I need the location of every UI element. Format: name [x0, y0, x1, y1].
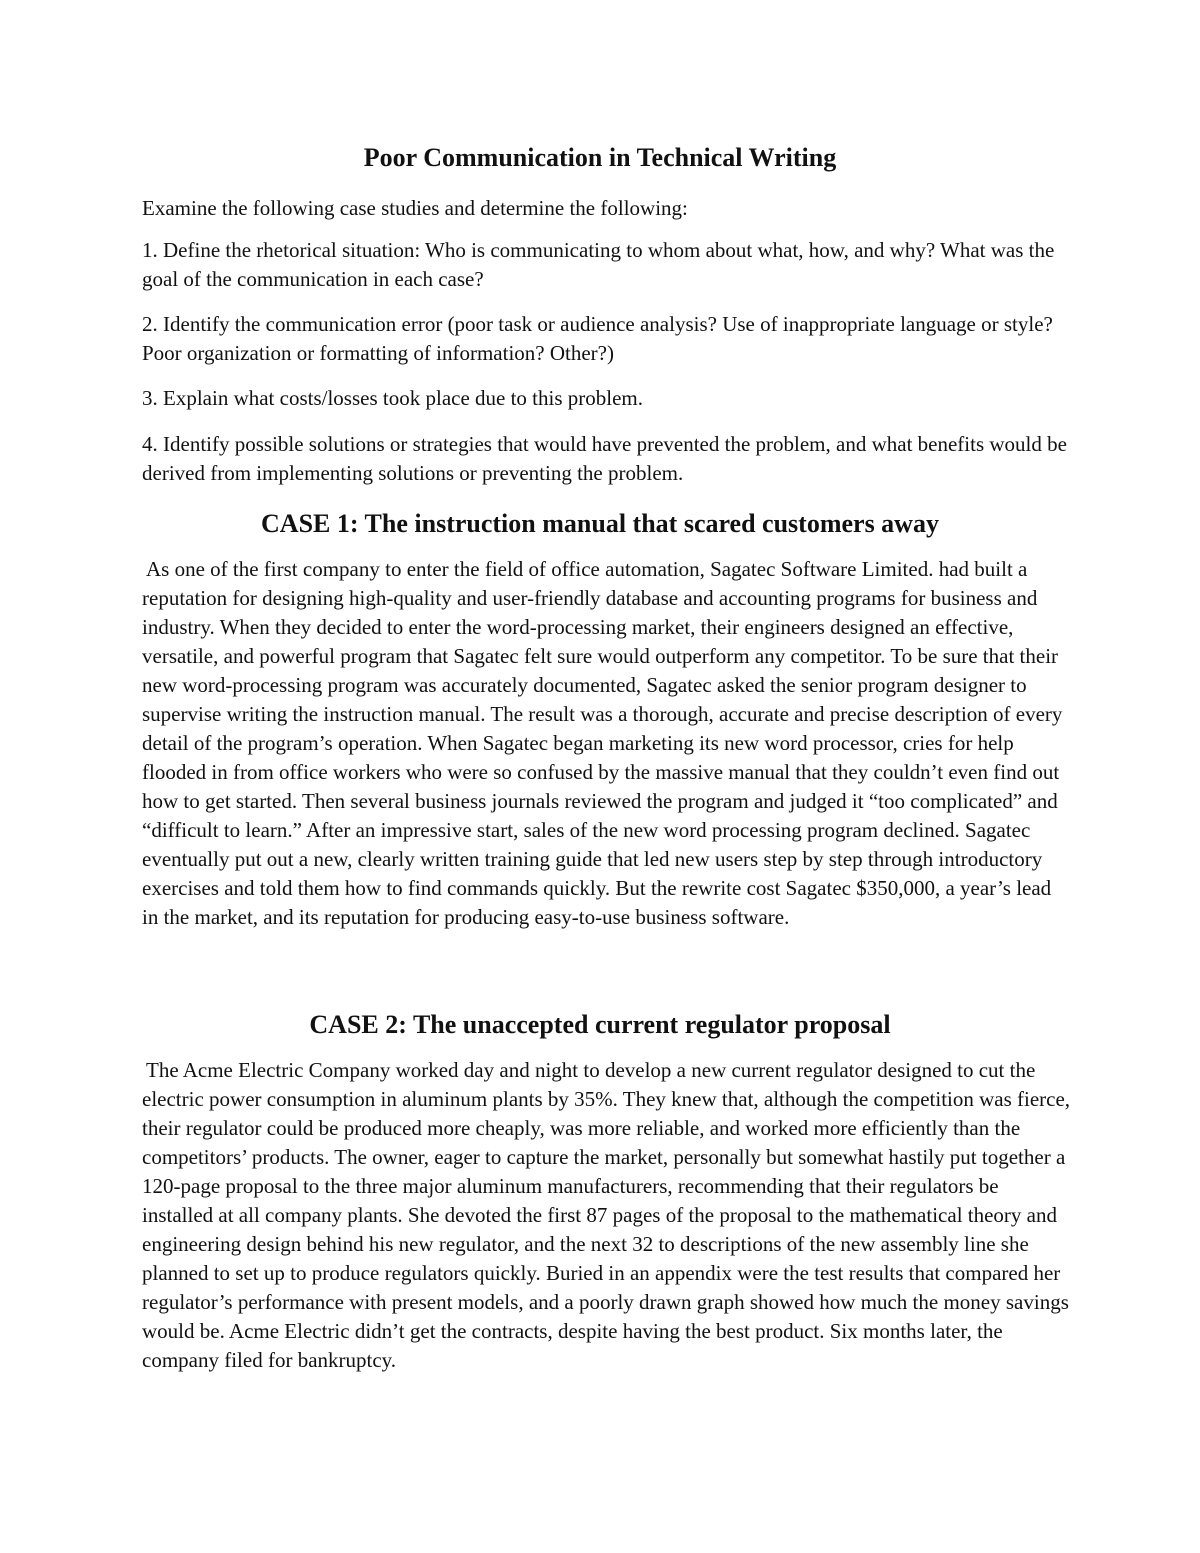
question-2: 2. Identify the communication error (poor task or audience analysis? Use of inappropriate language or style? Poor organization or formatting of information? Other?) [142, 312, 1053, 365]
intro-paragraph: Examine the following case studies and determine the following: [142, 196, 688, 220]
case-1-heading: CASE 1: The instruction manual that scared customers away [261, 509, 939, 538]
case-1-body: As one of the first company to enter the field of office automation, Sagatec Software Limited. had built a reputation for designing high-quality and user-friendly database and accounting programs for business and industry. When they decided to enter the word-processing market, their engineers designed an effective, versatile, and powerful program that Sagatec felt sure would outperform any competitor. To be sure that their new word-processing program was accurately documented, Sagatec asked the senior program designer to supervise writing the instruction manual. The result was a thorough, accurate and precise description of every detail of the program’s operation. When Sagatec began marketing its new word processor, cries for help flooded in from office workers who were so confused by the massive manual that they couldn’t even find out how to get started. Then several business journals reviewed the program and judged it “too complicated” and “difficult to learn.” After an impressive start, sales of the new word processing program declined. Sagatec eventually put out a new, clearly written training guide that led new users step by step through introductory exercises and told them how to find commands quickly. But the rewrite cost Sagatec $350,000, a year’s lead in the market, and its reputation for producing easy-to-use business software. [142, 557, 1063, 929]
case-2-body: The Acme Electric Company worked day and night to develop a new current regulator designed to cut the electric power consumption in aluminum plants by 35%. They knew that, although the competition was fierce, their regulator could be produced more cheaply, was more reliable, and worked more efficiently than the competitors’ products. The owner, eager to capture the market, personally but somewhat hastily put together a 120-page proposal to the three major aluminum manufacturers, recommending that their regulators be installed at all company plants. She devoted the first 87 pages of the proposal to the mathematical theory and engineering design behind his new regulator, and the next 32 to descriptions of the new assembly line she planned to set up to produce regulators quickly. Buried in an appendix were the test results that compared her regulator’s performance with present models, and a poorly drawn graph showed how much the money savings would be. Acme Electric didn’t get the contracts, despite having the best product. Six months later, the company filed for bankruptcy. [142, 1058, 1071, 1372]
case-2-heading: CASE 2: The unaccepted current regulator proposal [309, 1010, 891, 1039]
question-1: 1. Define the rhetorical situation: Who is communicating to whom about what, how, and why? What was the goal of the communication in each case? [142, 238, 1055, 291]
document-title: Poor Communication in Technical Writing [363, 143, 837, 172]
question-4: 4. Identify possible solutions or strategies that would have prevented the problem, and what benefits would be derived from implementing solutions or preventing the problem. [142, 432, 1067, 485]
question-3: 3. Explain what costs/losses took place due to this problem. [142, 386, 644, 410]
